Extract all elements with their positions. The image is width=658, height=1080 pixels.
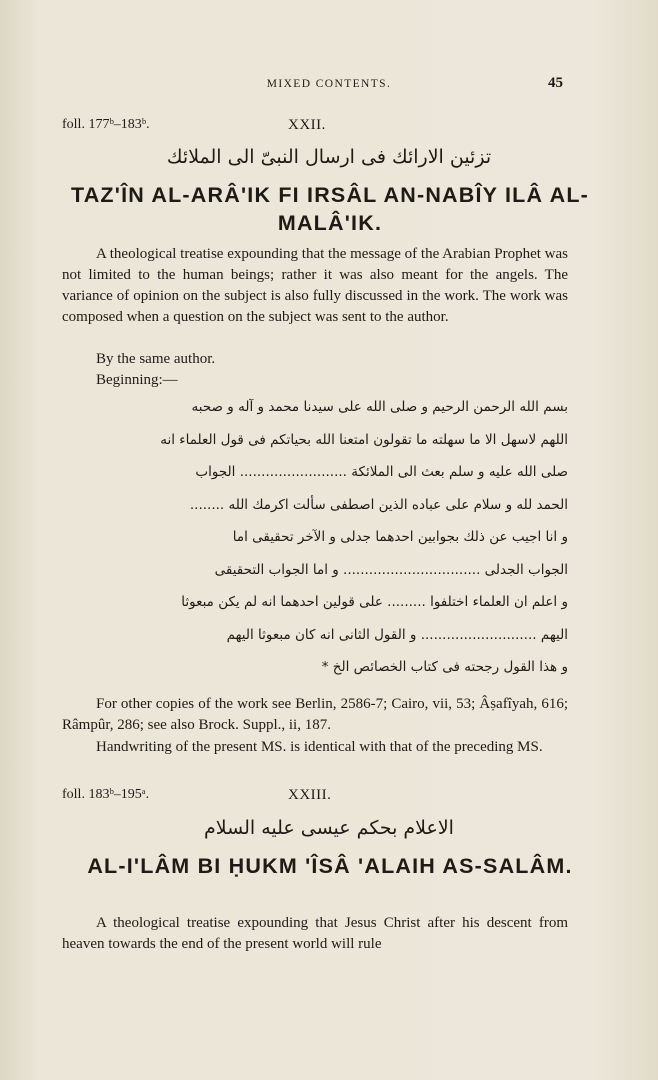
entry-22-copies-note: For other copies of the work see Berlin, 2586-7; Cairo, vii, 53; Âṣafîyah, 616; Râmpûr, 286; see also Brock. Suppl., ii, 187.	[62, 696, 568, 733]
incipit-line: و هذا القول رجحته فى كتاب الخصائص الخ *	[321, 659, 568, 675]
entry-22-handwriting-note: Handwriting of the present MS. is identical with that of the preceding MS.	[96, 739, 543, 755]
entry-23-number: XXIII.	[288, 787, 332, 803]
incipit-line: و اعلم ان العلماء اختلفوا ......... على قولين احدهما انه لم يكن مبعوثا	[181, 594, 568, 610]
incipit-line: الحمد لله و سلام على عباده الذين اصطفى سألت اكرمك الله ........	[189, 496, 568, 513]
incipit-line: الجواب الجدلى ................................ و اما الجواب التحقيقى	[214, 561, 568, 578]
entry-23-latin-title: AL-I'LÂM BI ḤUKM 'ÎSÂ 'ALAIH AS-SALÂM.	[87, 854, 573, 878]
incipit-line: اليهم ........................... و القول الثانى انه كان مبعوثا اليهم	[226, 626, 568, 643]
entry-22-incipit	[62, 391, 568, 684]
incipit-line: بسم الله الرحمن الرحيم و صلى الله على سيدنا محمد و آله و صحبه	[191, 399, 568, 415]
entry-22-folio: foll. 177ᵇ–183ᵇ.	[62, 117, 150, 132]
entry-22-arabic-title: تزئين الارائك فى ارسال النبىّ الى الملائك	[166, 146, 492, 168]
entry-23-folio: foll. 183ᵇ–195ᵃ.	[62, 787, 150, 802]
entry-22-heading	[0, 117, 658, 139]
page-number: 45	[548, 75, 563, 91]
entry-23-heading	[0, 787, 658, 809]
incipit-line: صلى الله عليه و سلم بعث الى الملائكة ......................... الجواب	[195, 464, 568, 480]
entry-23-arabic-title: الاعلام بحكم عيسى عليه السلام	[204, 817, 454, 839]
entry-22-number: XXII.	[288, 117, 326, 133]
entry-22-beginning-label: Beginning:—	[96, 372, 178, 388]
entry-22-latin-title: TAZ'ÎN AL-ARÂ'IK FI IRSÂL AN-NABÎY ILÂ AL-MALÂ'IK.	[70, 183, 590, 235]
incipit-line: و انا اجيب عن ذلك بجوابين احدهما جدلى و الآخر تحقيقى اما	[232, 529, 568, 545]
running-title: MIXED CONTENTS.	[266, 78, 392, 90]
entry-22-description: A theological treatise expounding that the message of the Arabian Prophet was not limited to the human beings; rather it was also meant for the angels. The variance of opinion on the subject is also fully discussed in the work. The work was composed when a question on the subject was sent to the author.	[62, 246, 568, 325]
entry-22-author-line: By the same author.	[96, 351, 216, 367]
incipit-line: اللهم لاسهل الا ما سهلته ما تقولون امتعنا الله بحياتكم فى قول العلماء انه	[160, 431, 568, 448]
entry-23-description: A theological treatise expounding that Jesus Christ after his descent from heaven towards the end of the present world will rule	[62, 915, 568, 952]
